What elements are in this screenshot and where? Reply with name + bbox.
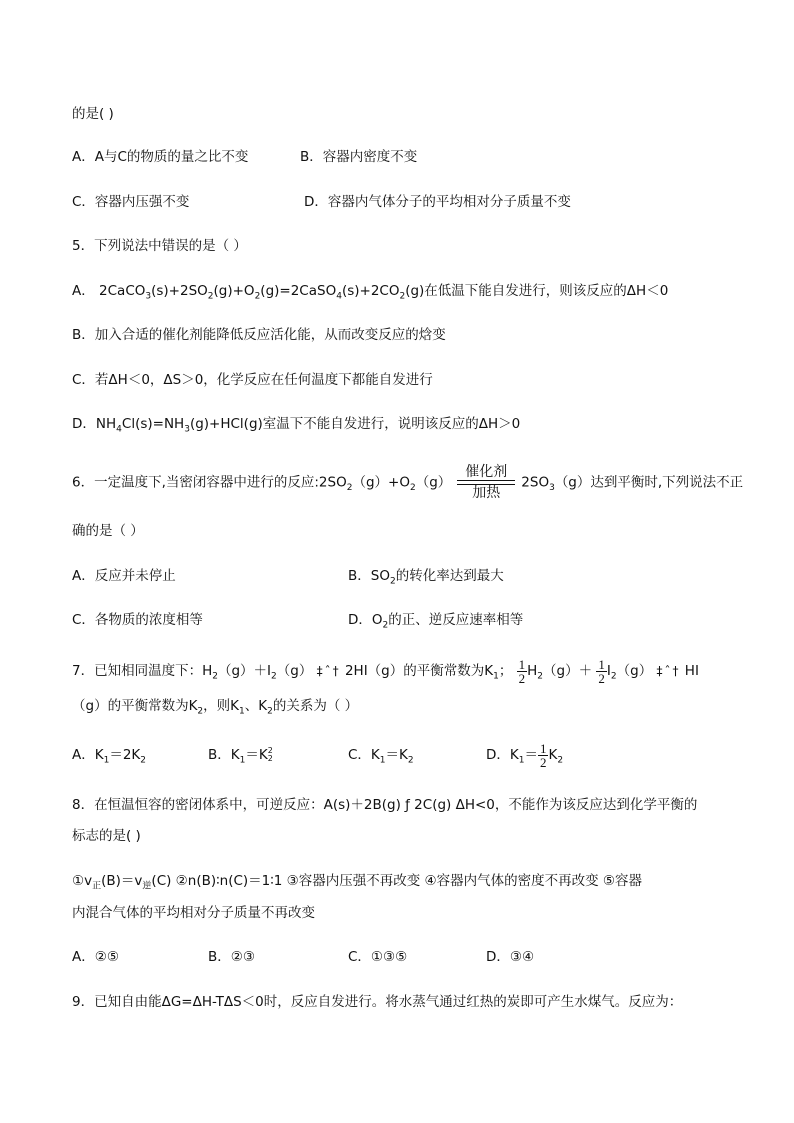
q6-option-c: C．各物质的浓度相等 (72, 612, 203, 628)
q6-stem-line2: 确的是（ ） (72, 523, 144, 539)
q7-option-c: C．$K_1=K_2$ (348, 747, 414, 766)
q5-stem: 5．下列说法中错误的是（ ） (72, 238, 247, 254)
reaction-condition: 催化剂 加热 (457, 464, 515, 501)
q8-conditions-line1: $①v_正(B)=v_逆(C)$ ②n(B)∶n(C)＝1∶1 ③容器内压强不再改变 ④容器内气体的密度不再改变 ⑤容器 (72, 873, 643, 892)
q8-conditions-line2: 内混合气体的平均相对分子质量不再改变 (72, 905, 315, 921)
q8-option-b: B．②③ (208, 949, 255, 965)
q8-stem-line2: 标志的是( ) (72, 828, 141, 844)
q7-option-b: B．$K_1=K$ 2 2 (208, 746, 273, 766)
q4-option-a: A．A与C的物质的量之比不变 (72, 149, 249, 165)
q7-option-a: A．$K_1=2K_2$ (72, 747, 147, 766)
q5-option-a: A． $2CaCO_3(s)+2SO_2(g)+O_2(g)=2CaSO_4(s)+2CO_2(g)$在低温下能自发进行，则该反应的ΔH＜0 (72, 283, 669, 302)
q4-option-c: C．容器内压强不变 (72, 194, 190, 210)
q6-option-b: B．$SO_2$的转化率达到最大 (348, 568, 504, 587)
q7-stem-line1: 7．已知相同温度下：$H_2(g)+I_2(g)$ ‡ˆ† 2HI（g）的平衡常数为$K_1$； $\frac{1}{2}$ $H_2(g)+$ $\frac{1}{2}$ $I_2(g)$ ‡ˆ† HI (72, 656, 699, 686)
fraction-one-half: $\frac{1}{2}$ (518, 656, 526, 686)
q6-option-d: D．$O_2$的正、逆反应速率相等 (348, 612, 524, 631)
q4-option-d: D．容器内气体分子的平均相对分子质量不变 (304, 194, 571, 210)
equilibrium-arrow-icon: ‡ˆ† (656, 664, 681, 678)
fraction-one-half: $\frac{1}{2}$ (598, 656, 605, 686)
fraction-one-half: $\frac{1}{2}$ (539, 740, 547, 770)
q5-option-d: D．$NH_4Cl(s)=NH_3(g)+HCl(g)$室温下不能自发进行，说明该反应的ΔH＞0 (72, 416, 521, 435)
q6-option-a: A．反应并未停止 (72, 568, 176, 584)
q6-stem-line1: 6．一定温度下,当密闭容器中进行的反应$:2SO_2(g)+O_2(g)$ 催化剂 加热 $2SO_3(g)$达到平衡时,下列说法不正 (72, 464, 744, 501)
q8-option-a: A．②⑤ (72, 949, 119, 965)
q4-stem-tail: 的是( ) (72, 106, 114, 122)
q7-stem-line2: （g）的平衡常数为$K_2$，则$K_1$、$K_2$的关系为（ ） (72, 698, 359, 717)
q7-option-d: D．$K_1=$ $\frac{1}{2}$ $K_2$ (486, 740, 564, 770)
q5-option-c: C．若ΔH＜0，ΔS＞0，化学反应在任何温度下都能自发进行 (72, 372, 433, 388)
q8-option-c: C．①③⑤ (348, 949, 408, 965)
q8-option-d: D．③④ (486, 949, 535, 965)
q8-stem-line1: 8．在恒温恒容的密闭体系中，可逆反应：A(s)＋2B(g) ƒ 2C(g) ΔH<0，不能作为该反应达到化学平衡的 (72, 797, 698, 813)
q5-option-b: B．加入合适的催化剂能降低反应活化能，从而改变反应的焓变 (72, 327, 446, 343)
q9-stem: 9．已知自由能ΔG=ΔH-TΔS＜0时，反应自发进行。将水蒸气通过红热的炭即可产生水煤气。反应为： (72, 994, 683, 1010)
q4-option-b: B．容器内密度不变 (300, 149, 418, 165)
equilibrium-arrow-icon: ‡ˆ† (316, 664, 341, 678)
